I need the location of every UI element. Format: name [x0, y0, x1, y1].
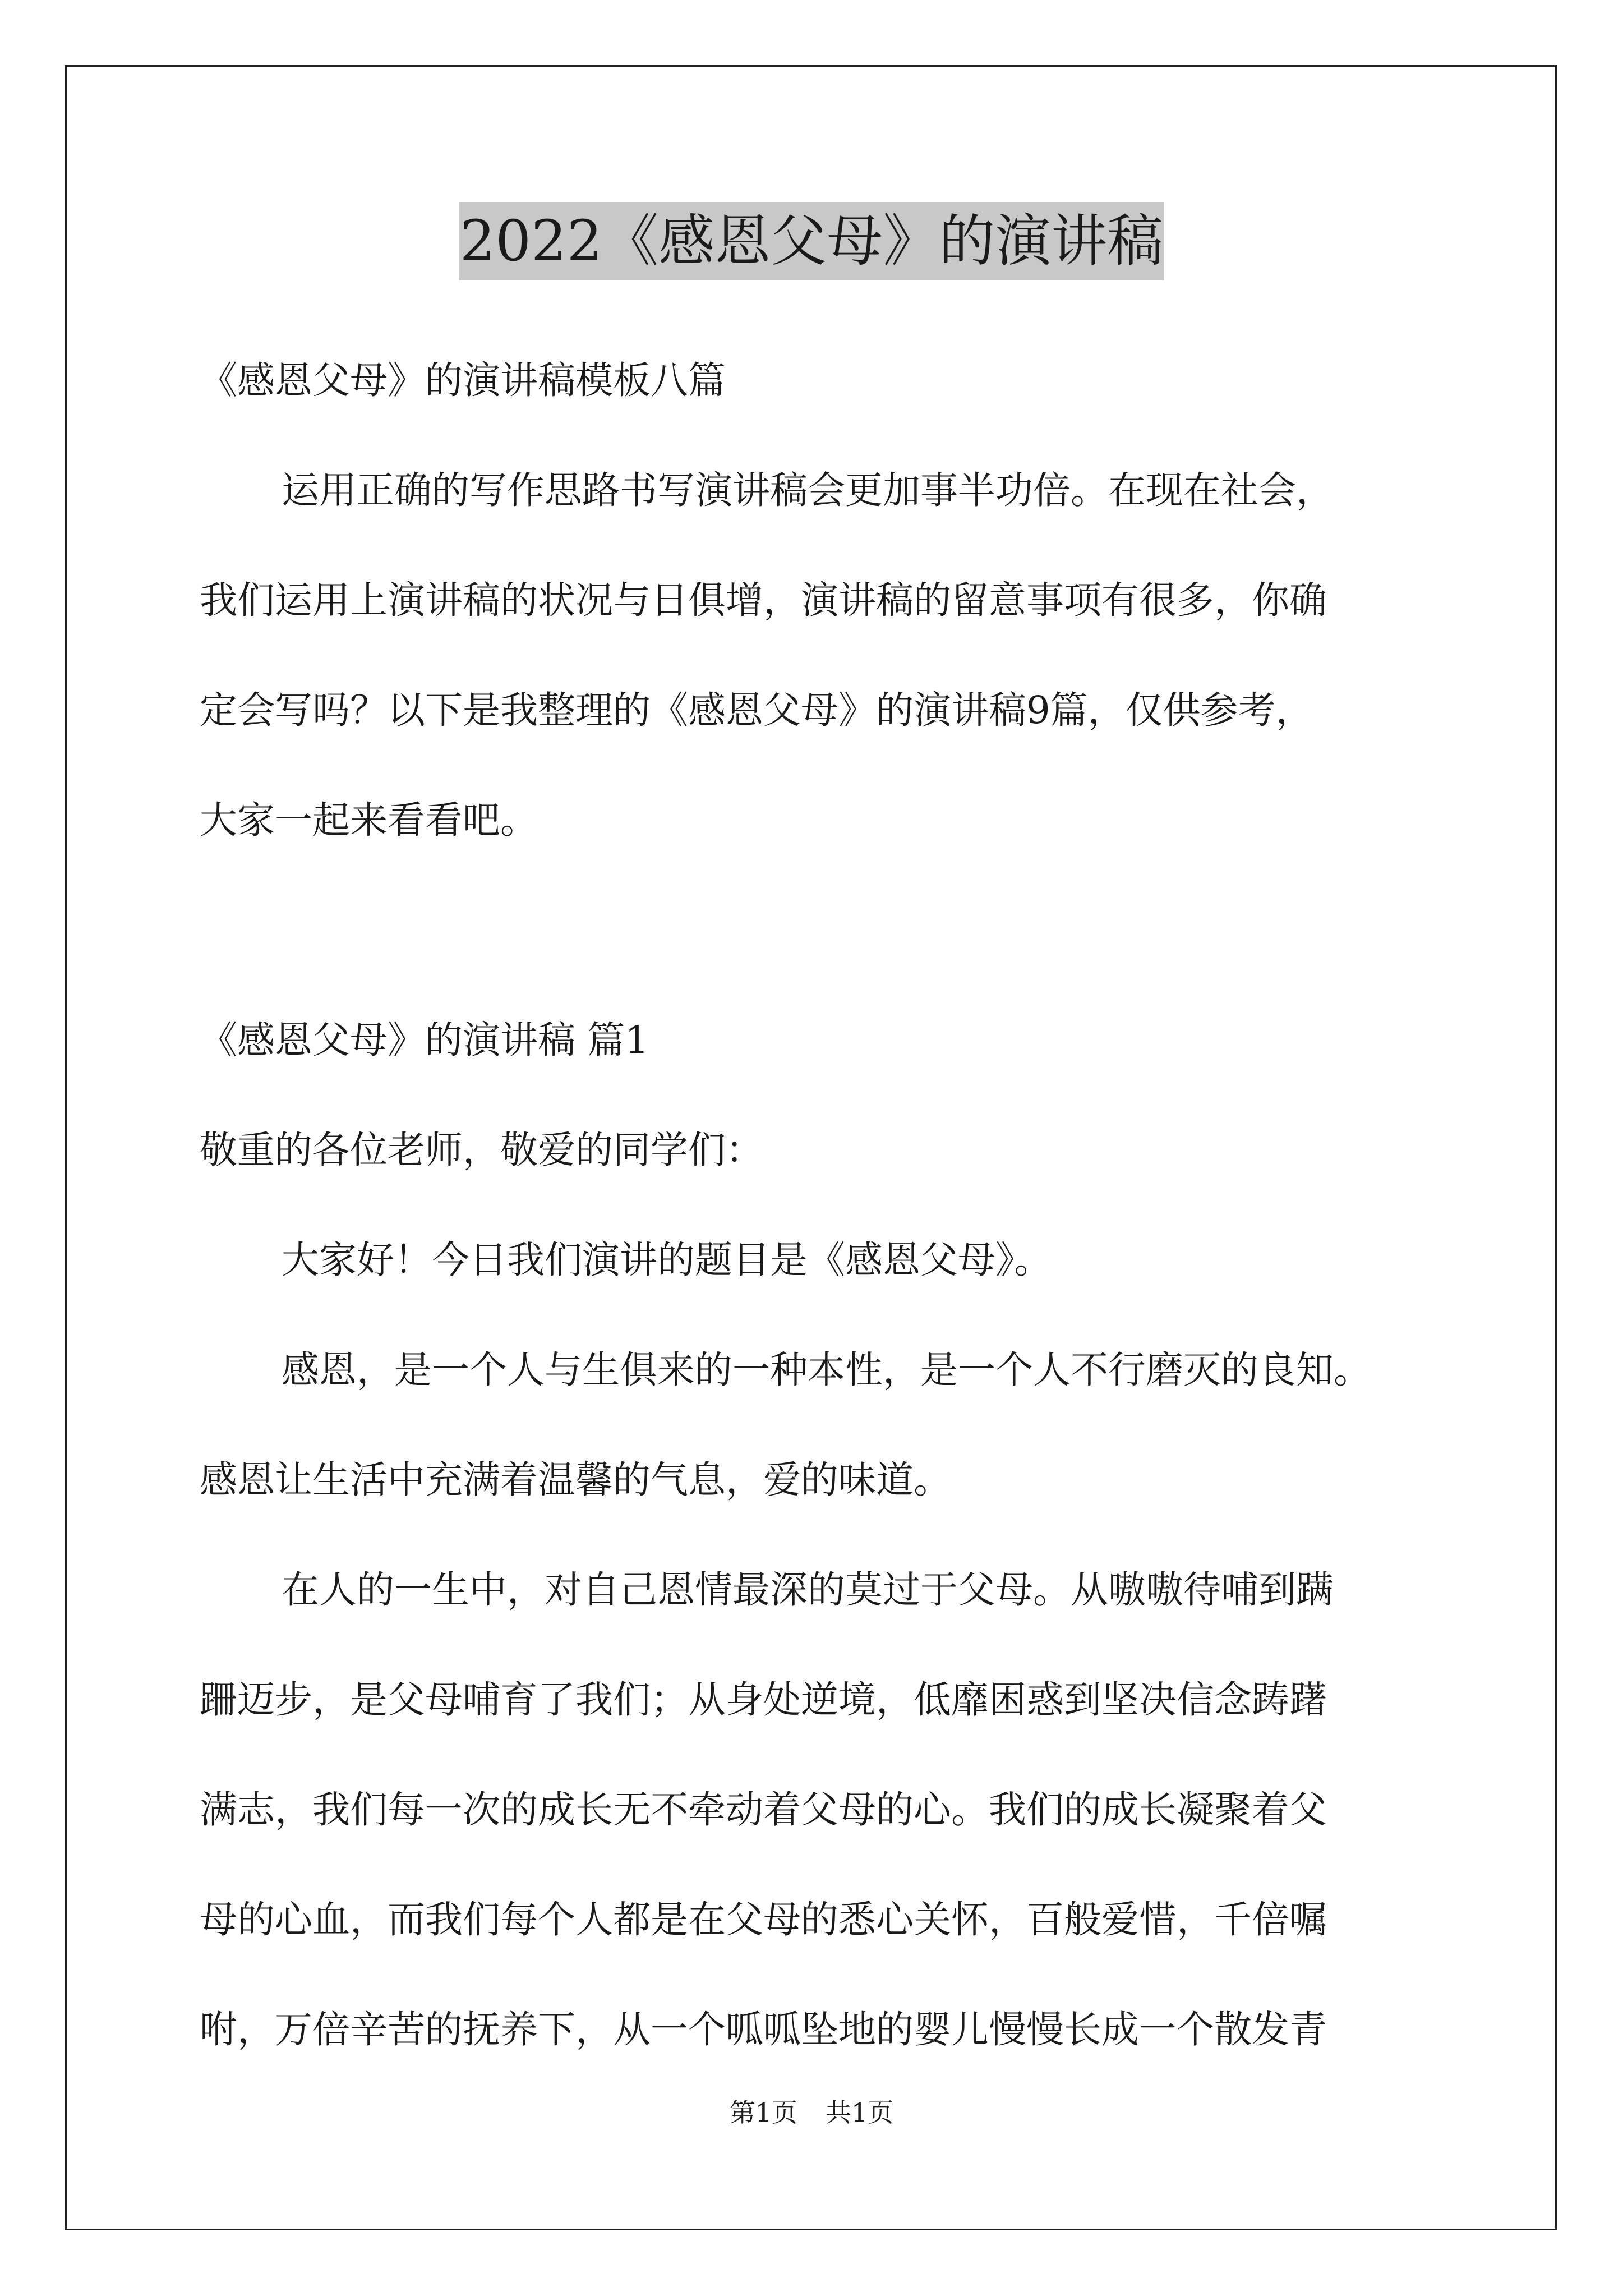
intro-paragraph: [200, 435, 1433, 875]
intro-line: 运用正确的写作思路书写演讲稿会更加事半功倍。在现在社会，: [282, 468, 1334, 512]
intro-line: 大家一起来看看吧。: [200, 798, 538, 842]
paragraph-line: 在人的一生中，对自己恩情最深的莫过于父母。从嗷嗷待哺到蹒: [282, 1568, 1334, 1612]
salutation: 敬重的各位老师，敬爱的同学们：: [200, 1128, 763, 1172]
paragraph-line: 跚迈步，是父母哺育了我们；从身处逆境，低靡困惑到坚决信念踌躇: [200, 1678, 1327, 1722]
page-footer: [0, 2096, 1623, 2129]
intro-line: 定会写吗？以下是我整理的《感恩父母》的演讲稿9篇，仅供参考，: [200, 688, 1313, 732]
paragraph-3: [200, 1535, 1433, 2085]
document-subtitle: 《感恩父母》的演讲稿模板八篇: [200, 358, 726, 402]
paragraph-line: 感恩，是一个人与生俱来的一种本性，是一个人不行磨灭的良知。: [282, 1348, 1371, 1392]
page-number: 第1页: [729, 2097, 797, 2128]
page-total: 共1页: [826, 2097, 894, 2128]
section-heading: 《感恩父母》的演讲稿 篇1: [200, 1018, 649, 1062]
intro-line: 我们运用上演讲稿的状况与日俱增，演讲稿的留意事项有很多，你确: [200, 578, 1327, 622]
greeting-paragraph: 大家好！今日我们演讲的题目是《感恩父母》。: [282, 1238, 1052, 1282]
paragraph-line: 母的心血，而我们每个人都是在父母的悉心关怀，百般爱惜，千倍嘱: [200, 1898, 1327, 1941]
document-title: 2022《感恩父母》的演讲稿: [459, 202, 1165, 280]
paragraph-2: [200, 1315, 1433, 1535]
blank-line: [200, 875, 1433, 985]
title-container: [0, 202, 1623, 280]
paragraph-line: 感恩让生活中充满着温馨的气息，爱的味道。: [200, 1458, 951, 1502]
paragraph-line: 满志，我们每一次的成长无不牵动着父母的心。我们的成长凝聚着父: [200, 1788, 1327, 1832]
document-body: [200, 325, 1433, 2085]
paragraph-line: 咐，万倍辛苦的抚养下，从一个呱呱坠地的婴儿慢慢长成一个散发青: [200, 2008, 1327, 2051]
